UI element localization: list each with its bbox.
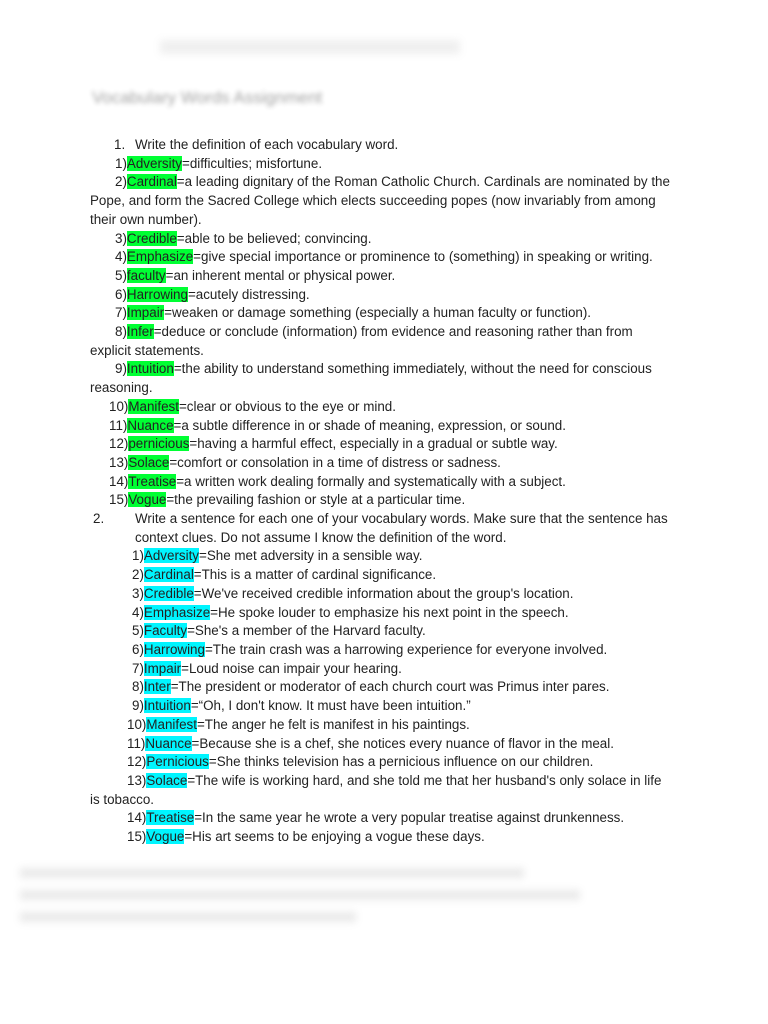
faded-title: Vocabulary Words Assignment (92, 88, 323, 107)
definition-number: 14) (109, 473, 129, 489)
sentence-number: 8) (132, 679, 144, 695)
definition-item (90, 360, 670, 397)
definition-word: Treatise (128, 473, 177, 489)
definition-word: Emphasize (126, 249, 194, 265)
definition-word: pernicious (128, 436, 190, 452)
sentence-number: 14) (127, 810, 147, 826)
definition-item (90, 155, 670, 174)
sentence-number: 3) (132, 585, 144, 601)
sentence-item (90, 828, 670, 847)
definition-item (90, 267, 670, 286)
definitions-list (90, 155, 670, 510)
sentence-word: Credible (143, 585, 194, 601)
definition-item (90, 304, 670, 323)
definition-item (90, 173, 670, 229)
sentence-text: =She thinks television has a pernicious influence on our children. (208, 754, 594, 770)
sentence-text: =He spoke louder to emphasize his next point in the speech. (210, 604, 569, 620)
sentence-item (90, 641, 670, 660)
definition-number: 3) (115, 230, 127, 246)
definition-text: =having a harmful effect, especially in a gradual or subtle way. (189, 436, 558, 452)
sentence-number: 4) (132, 604, 144, 620)
definition-word: Vogue (128, 492, 167, 508)
sentence-number: 6) (132, 641, 144, 657)
sentence-number: 2) (132, 567, 144, 583)
sentence-number: 1) (132, 548, 144, 564)
definition-word: Adversity (126, 155, 182, 171)
definition-item (90, 491, 670, 510)
sentence-number: 5) (132, 623, 144, 639)
definition-word: Intuition (126, 361, 174, 377)
sentence-word: Manifest (146, 716, 197, 732)
definition-text: =the ability to understand something immediately, without the need for conscious reasoning. (90, 361, 652, 396)
sentence-word: Adversity (143, 548, 199, 564)
sentence-item (90, 660, 670, 679)
sentence-number: 15) (127, 829, 147, 845)
definition-item (90, 323, 670, 360)
definition-item (90, 230, 670, 249)
definition-text: =able to be believed; convincing. (176, 230, 372, 246)
sentence-number: 9) (132, 698, 144, 714)
definition-word: Credible (126, 230, 177, 246)
definition-text: =clear or obvious to the eye or mind. (178, 398, 396, 414)
definition-item (90, 417, 670, 436)
definition-text: =acutely distressing. (187, 286, 310, 302)
definition-word: Infer (126, 324, 154, 340)
faded-header-bar (160, 40, 460, 54)
definition-number: 8) (115, 324, 127, 340)
definition-item (90, 248, 670, 267)
definition-word: Impair (126, 305, 165, 321)
definition-number: 13) (109, 454, 129, 470)
faded-footer-text (20, 868, 580, 958)
sentence-text: =This is a matter of cardinal significance. (193, 567, 437, 583)
sentence-word: Vogue (146, 829, 185, 845)
sentence-text: =The wife is working hard, and she told me that her husband's only solace in life is tobacco. (90, 772, 662, 807)
definition-item (90, 454, 670, 473)
sentence-item (90, 753, 670, 772)
definition-word: faculty (126, 267, 166, 283)
sentence-word: Impair (143, 660, 182, 676)
definition-text: =the prevailing fashion or style at a particular time. (166, 492, 466, 508)
definition-text: =weaken or damage something (especially a human faculty or function). (164, 305, 592, 321)
sentence-item (90, 622, 670, 641)
sentence-number: 11) (127, 735, 146, 751)
definition-item (90, 398, 670, 417)
sentence-text: =His art seems to be enjoying a vogue these days. (184, 829, 485, 845)
sentence-word: Harrowing (143, 641, 205, 657)
definition-number: 11) (109, 417, 128, 433)
definition-item (90, 435, 670, 454)
sentence-word: Emphasize (143, 604, 211, 620)
sentence-text: =She met adversity in a sensible way. (199, 548, 423, 564)
definition-number: 6) (115, 286, 127, 302)
definition-item (90, 286, 670, 305)
sentence-item (90, 772, 670, 809)
sentence-item (90, 547, 670, 566)
definition-number: 4) (115, 249, 127, 265)
definition-number: 5) (115, 267, 127, 283)
definition-item (90, 473, 670, 492)
definition-number: 12) (109, 436, 129, 452)
sentence-item (90, 697, 670, 716)
definition-text: =comfort or consolation in a time of distress or sadness. (169, 454, 501, 470)
sentence-text: =The president or moderator of each church court was Primus inter pares. (170, 679, 610, 695)
definition-text: =a leading dignitary of the Roman Catholic Church. Cardinals are nominated by the Pope, and form the Sacred College which elects succeeding popes (now invariably from among their own number). (90, 174, 670, 227)
sentence-word: Intuition (143, 698, 191, 714)
definition-number: 7) (115, 305, 127, 321)
sentence-word: Solace (146, 772, 188, 788)
sentences-list (90, 547, 670, 846)
sentence-text: =She's a member of the Harvard faculty. (187, 623, 426, 639)
question-2: 2. Write a sentence for each one of your vocabulary words. Make sure that the sentence has context clues. Do not assume I know the definition of the word. (93, 511, 668, 545)
sentence-number: 12) (127, 754, 147, 770)
question-1: 1. Write the definition of each vocabulary word. (114, 137, 399, 152)
sentence-word: Nuance (145, 735, 192, 751)
definition-number: 15) (109, 492, 129, 508)
sentence-item (90, 735, 670, 754)
sentence-word: Treatise (146, 810, 195, 826)
sentence-number: 7) (132, 660, 144, 676)
sentence-item (90, 585, 670, 604)
sentence-text: =The train crash was a harrowing experience for everyone involved. (204, 641, 608, 657)
sentence-item (90, 604, 670, 623)
sentence-text: =We've received credible information about the group's location. (193, 585, 574, 601)
sentence-word: Cardinal (143, 567, 194, 583)
sentence-text: =Because she is a chef, she notices every nuance of flavor in the meal. (191, 735, 614, 751)
sentence-word: Pernicious (146, 754, 209, 770)
definition-text: =give special importance or prominence to (something) in speaking or writing. (193, 249, 653, 265)
sentence-number: 13) (127, 772, 147, 788)
sentence-item (90, 716, 670, 735)
sentence-item (90, 809, 670, 828)
definition-number: 2) (115, 174, 127, 190)
definition-text: =a written work dealing formally and systematically with a subject. (176, 473, 566, 489)
sentence-text: =In the same year he wrote a very popular treatise against drunkenness. (194, 810, 625, 826)
definition-number: 10) (109, 398, 129, 414)
definition-text: =an inherent mental or physical power. (165, 267, 396, 283)
definition-number: 9) (115, 361, 127, 377)
sentence-item (90, 678, 670, 697)
sentence-word: Faculty (143, 623, 188, 639)
definition-text: =deduce or conclude (information) from evidence and reasoning rather than from explicit statements. (90, 324, 633, 358)
document-body (90, 136, 670, 847)
definition-number: 1) (115, 155, 127, 171)
definition-word: Solace (128, 454, 170, 470)
definition-word: Nuance (127, 417, 174, 433)
definition-word: Cardinal (126, 174, 177, 190)
sentence-word: Inter (143, 679, 171, 695)
definition-word: Harrowing (126, 286, 188, 302)
sentence-item (90, 566, 670, 585)
definition-text: =difficulties; misfortune. (182, 155, 323, 171)
sentence-text: =The anger he felt is manifest in his paintings. (196, 716, 470, 732)
definition-word: Manifest (128, 398, 179, 414)
sentence-text: =Loud noise can impair your hearing. (181, 660, 402, 676)
sentence-text: =“Oh, I don't know. It must have been intuition.” (190, 698, 471, 714)
sentence-number: 10) (127, 716, 147, 732)
definition-text: =a subtle difference in or shade of meaning, expression, or sound. (173, 417, 566, 433)
